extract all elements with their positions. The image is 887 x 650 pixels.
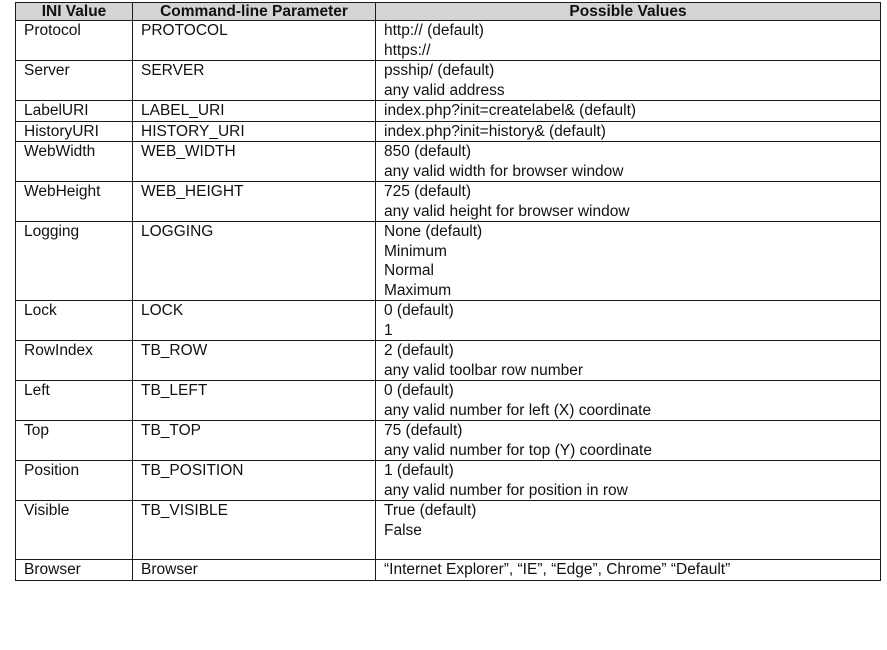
command-line-parameter-cell: SERVER xyxy=(133,61,376,101)
possible-values-cell xyxy=(376,61,881,101)
possible-value-line: 1 xyxy=(384,321,393,339)
table-row xyxy=(16,301,881,341)
possible-values-cell xyxy=(376,301,881,341)
possible-value-line: None (default) xyxy=(384,223,483,240)
header-possible-values: Possible Values xyxy=(376,3,881,21)
table-row xyxy=(16,101,881,122)
possible-value-line: https:// xyxy=(384,41,431,59)
command-line-parameter-cell: PROTOCOL xyxy=(133,21,376,61)
possible-values-cell xyxy=(376,21,881,61)
command-line-parameter-cell: TB_VISIBLE xyxy=(133,501,376,560)
possible-values-cell xyxy=(376,222,881,301)
command-line-parameter-cell: TB_POSITION xyxy=(133,461,376,501)
possible-value-line: 0 (default) xyxy=(384,382,454,399)
table-row xyxy=(16,61,881,101)
possible-value-line: index.php?init=history& (default) xyxy=(384,122,606,140)
possible-value-line: False xyxy=(384,521,422,539)
ini-value-cell: LabelURI xyxy=(16,101,133,122)
ini-value-cell: Lock xyxy=(16,301,133,341)
table-row xyxy=(16,182,881,222)
ini-value-cell: WebWidth xyxy=(16,142,133,182)
possible-value-line: http:// (default) xyxy=(384,22,484,39)
possible-value-line: Normal xyxy=(384,262,434,279)
command-line-parameter-cell: TB_LEFT xyxy=(133,381,376,421)
ini-value-cell: WebHeight xyxy=(16,182,133,222)
possible-values-cell xyxy=(376,501,881,560)
possible-values-cell xyxy=(376,461,881,501)
command-line-parameter-cell: Browser xyxy=(133,560,376,581)
table-body xyxy=(16,21,881,581)
header-row xyxy=(16,3,881,21)
table-row xyxy=(16,421,881,461)
command-line-parameter-cell: HISTORY_URI xyxy=(133,121,376,142)
parameters-table xyxy=(15,2,881,581)
possible-value-line: 75 (default) xyxy=(384,422,463,439)
command-line-parameter-cell: LOGGING xyxy=(133,222,376,301)
table-row xyxy=(16,142,881,182)
possible-values-cell xyxy=(376,182,881,222)
possible-values-cell xyxy=(376,142,881,182)
ini-value-cell: Left xyxy=(16,381,133,421)
possible-value-line: 1 (default) xyxy=(384,462,454,479)
command-line-parameter-cell: WEB_WIDTH xyxy=(133,142,376,182)
possible-values-cell xyxy=(376,381,881,421)
ini-value-cell: RowIndex xyxy=(16,341,133,381)
ini-value-cell: Server xyxy=(16,61,133,101)
possible-value-line: any valid number for top (Y) coordinate xyxy=(384,441,652,459)
possible-value-line: any valid width for browser window xyxy=(384,162,624,180)
command-line-parameter-cell: LOCK xyxy=(133,301,376,341)
possible-value-line: 725 (default) xyxy=(384,183,472,200)
table-row xyxy=(16,501,881,560)
possible-values-cell xyxy=(376,421,881,461)
possible-value-line: psship/ (default) xyxy=(384,62,495,79)
possible-value-line: any valid height for browser window xyxy=(384,202,630,220)
possible-value-line: 850 (default) xyxy=(384,143,472,160)
possible-values-cell xyxy=(376,560,881,581)
ini-value-cell: Browser xyxy=(16,560,133,581)
ini-value-cell: Position xyxy=(16,461,133,501)
possible-value-line: any valid address xyxy=(384,81,505,99)
ini-value-cell: HistoryURI xyxy=(16,121,133,142)
table-row xyxy=(16,121,881,142)
command-line-parameter-cell: TB_TOP xyxy=(133,421,376,461)
possible-values-cell xyxy=(376,341,881,381)
table-row xyxy=(16,381,881,421)
table-row xyxy=(16,341,881,381)
possible-value-line: Minimum xyxy=(384,242,447,260)
possible-value-line: any valid toolbar row number xyxy=(384,361,584,379)
possible-value-line: “Internet Explorer”, “IE”, “Edge”, Chrome” “Default” xyxy=(384,561,731,578)
possible-value-line: any valid number for position in row xyxy=(384,481,628,499)
command-line-parameter-cell: LABEL_URI xyxy=(133,101,376,122)
header-ini-value: INI Value xyxy=(16,3,133,21)
table-row xyxy=(16,21,881,61)
table-row xyxy=(16,560,881,581)
ini-value-cell: Visible xyxy=(16,501,133,560)
ini-value-cell: Logging xyxy=(16,222,133,301)
possible-values-cell xyxy=(376,101,881,122)
possible-value-line: Maximum xyxy=(384,281,452,299)
ini-value-cell: Protocol xyxy=(16,21,133,61)
possible-value-line: index.php?init=createlabel& (default) xyxy=(384,102,637,119)
possible-value-line: 2 (default) xyxy=(384,342,454,359)
table-row xyxy=(16,461,881,501)
possible-values-cell xyxy=(376,121,881,142)
command-line-parameter-cell: TB_ROW xyxy=(133,341,376,381)
command-line-parameter-cell: WEB_HEIGHT xyxy=(133,182,376,222)
possible-value-line: any valid number for left (X) coordinate xyxy=(384,401,652,419)
ini-value-cell: Top xyxy=(16,421,133,461)
header-command-line-parameter: Command-line Parameter xyxy=(133,3,376,21)
table-row xyxy=(16,222,881,301)
possible-value-line: 0 (default) xyxy=(384,302,454,319)
possible-value-line: True (default) xyxy=(384,502,477,519)
